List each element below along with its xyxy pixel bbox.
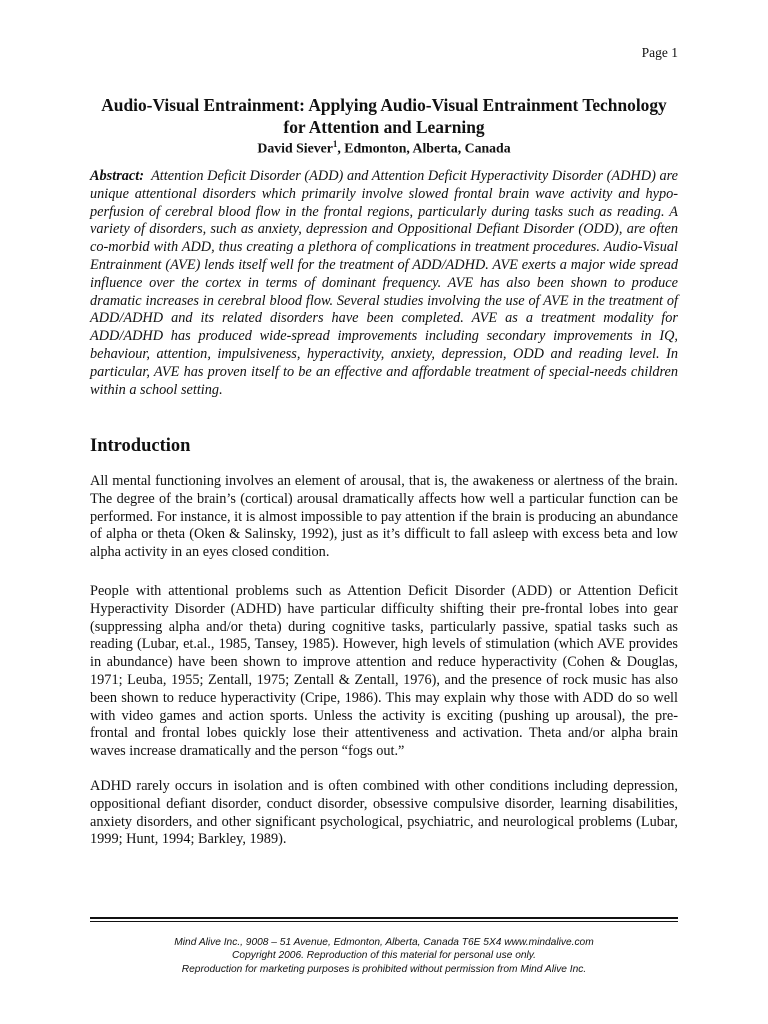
author-line [90,135,678,158]
footer-address: Mind Alive Inc., 9008 – 51 Avenue, Edmonton, Alberta, Canada T6E 5X4 www.mindalive.com [174,937,594,948]
author-location: , Edmonton, Alberta, Canada [337,140,511,156]
abstract-label: Abstract: [90,168,145,184]
abstract-text: Attention Deficit Disorder (ADD) and Attention Deficit Hyperactivity Disorder (ADHD) are unique attentional disorders which primarily involve slowed frontal brain wave activity and hypo-perfusion of cerebral blood flow in the frontal regions, particularly during tasks such as reading. A variety of disorders, such as anxiety, depression and Oppositional Defiant Disorder (ODD), are often co-morbid with ADD, thus creating a plethora of complications in treatment procedures. Audio-Visual Entrainment (AVE) lends itself well for the treatment of ADD/ADHD. AVE exerts a major wide spread influence over the cortex in terms of dominant frequency. AVE has also been shown to produce dramatic increases in cerebral blood flow. Several studies involving the use of AVE in the treatment of ADD/ADHD and its related disorders have been completed. AVE as a treatment modality for ADD/ADHD has produced wide-spread improvements including secondary improvements in IQ, behaviour, attention, impulsiveness, hyperactivity, anxiety, depression, ODD and reading level. In particular, AVE has proven itself to be an effective and affordable treatment of special-needs children within a school setting. [90,168,679,398]
footer-permission-notice: Reproduction for marketing purposes is prohibited without permission from Mind Alive Inc. [181,963,587,975]
section-heading-introduction: Introduction [90,436,191,456]
page-number: Page 1 [641,45,678,60]
title-line-1: Audio-Visual Entrainment: Applying Audio-Visual Entrainment Technology [101,95,667,115]
abstract [90,168,678,399]
body-paragraph: ADHD rarely occurs in isolation and is often combined with other conditions including depression, oppositional defiant disorder, conduct disorder, obsessive compulsive disorder, learning disabilities, anxiety disorders, and other significant psychological, psychiatric, and neurological problems (Lubar, 1999; Hunt, 1994; Barkley, 1989). [90,778,678,848]
author-footnote-mark: 1 [332,139,338,149]
footer-divider-thick [90,917,678,919]
body-paragraph: People with attentional problems such as Attention Deficit Disorder (ADD) or Attention Deficit Hyperactivity Disorder (ADHD) have particular difficulty shifting their pre-frontal lobes into gear (suppressing alpha and/or theta) during cognitive tasks, particularly passive, spatial tasks such as reading (Lubar, et.al., 1985, Tansey, 1985). However, high levels of stimulation (which AVE provides in abundance) have been shown to improve attention and reduce hyperactivity (Cohen & Douglas, 1971; Leuba, 1955; Zentall, 1975; Zentall & Zentall, 1976), and the presence of rock music has also been shown to reduce hyperactivity (Cripe, 1986). This may explain why those with ADD do so well with video games and action sports. Unless the activity is exciting (pushing up arousal), the pre-frontal and frontal lobes quickly lose their attentiveness and activation. Theta and/or alpha brain waves increase dramatically and the person “fogs out.” [90,583,678,760]
page-footer [90,936,678,976]
author-name: David Siever [257,140,333,156]
document-title [90,94,678,138]
footer-divider-thin [90,921,678,922]
footer-copyright: Copyright 2006. Reproduction of this material for personal use only. [232,950,536,962]
title-line-2: for Attention and Learning [283,117,485,137]
body-paragraph: All mental functioning involves an element of arousal, that is, the awakeness or alertness of the brain. The degree of the brain’s (cortical) arousal dramatically affects how well a particular function can be performed. For instance, it is almost impossible to pay attention if the brain is producing an abundance of alpha or theta (Oken & Salinsky, 1992), just as it’s difficult to fall asleep with excess beta and low alpha activity in an eyes closed condition. [90,473,678,561]
